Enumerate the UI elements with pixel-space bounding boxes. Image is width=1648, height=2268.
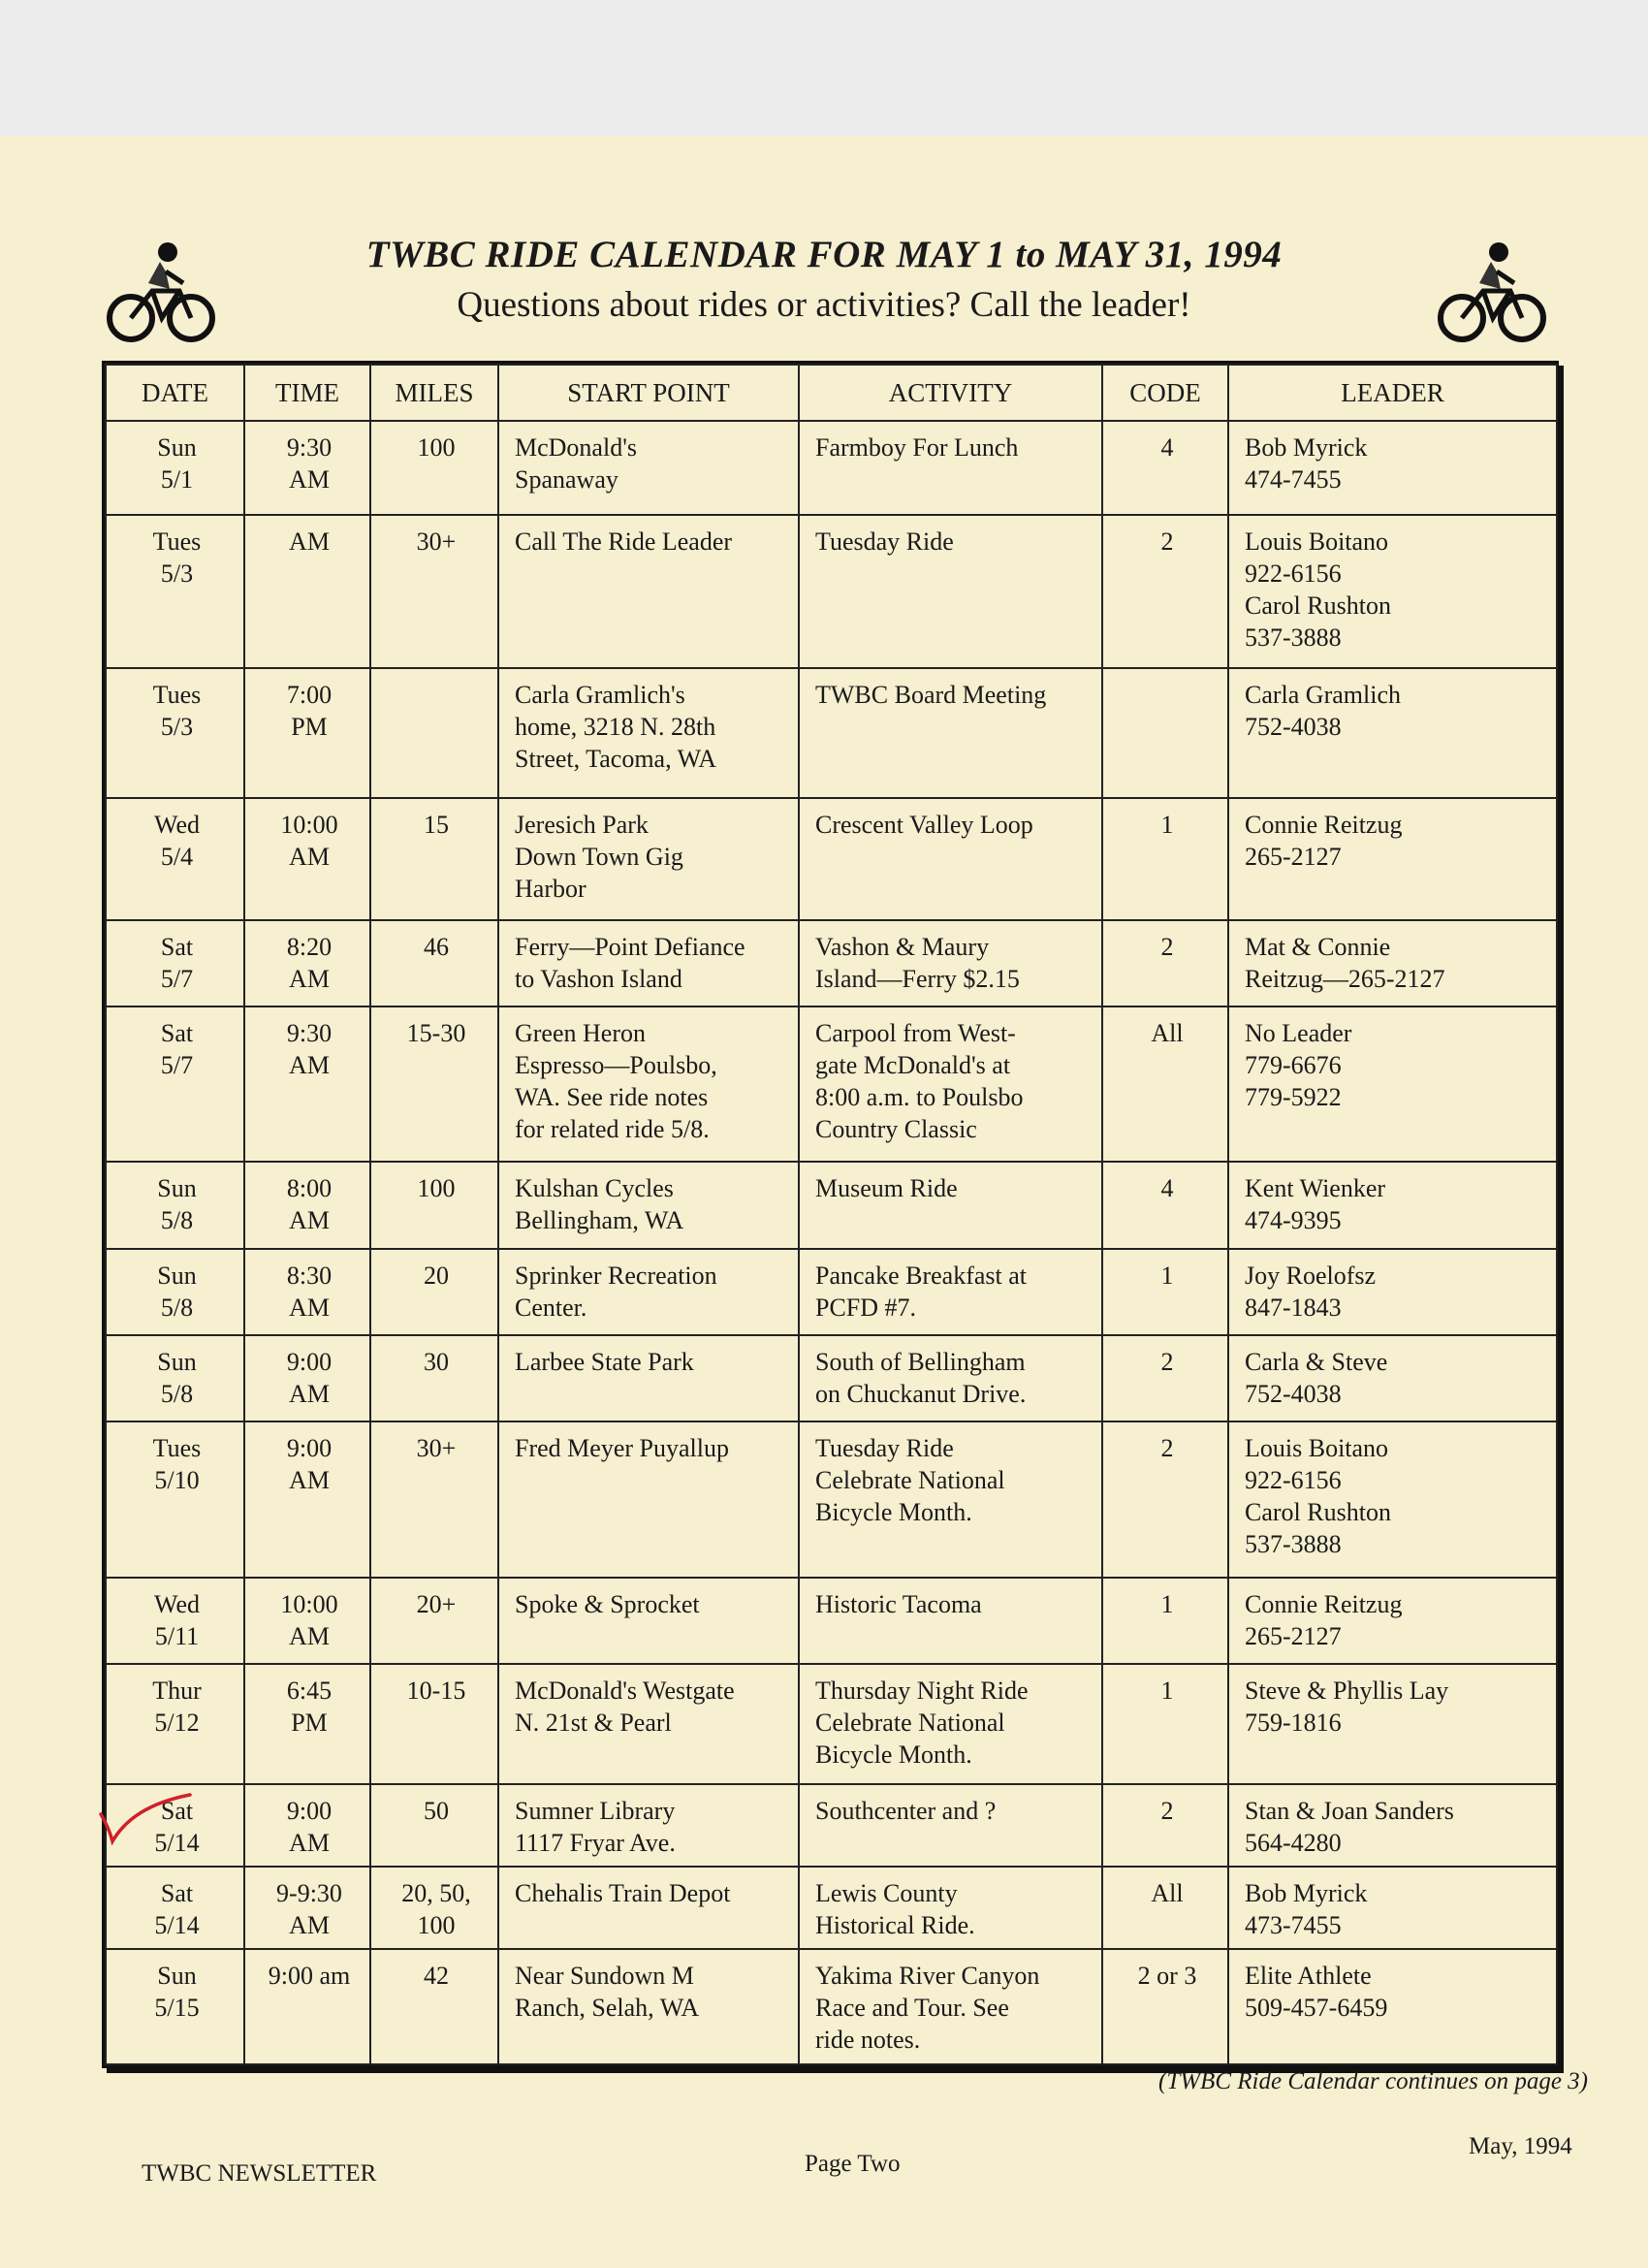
cell-time: 8:00 AM: [244, 1162, 370, 1248]
table-row: [106, 1249, 1557, 1335]
cell-leader: Mat & Connie Reitzug—265-2127: [1228, 920, 1557, 1006]
cell-date: Sat 5/14: [106, 1867, 244, 1949]
cell-code: 2: [1102, 1784, 1228, 1867]
cell-start: Sprinker Recreation Center.: [498, 1249, 799, 1335]
cell-code: 1: [1102, 798, 1228, 920]
cell-miles: 15: [370, 798, 498, 920]
cell-time: 9:00 AM: [244, 1421, 370, 1577]
column-header-miles: MILES: [370, 365, 498, 421]
cell-start: Sumner Library 1117 Fryar Ave.: [498, 1784, 799, 1867]
column-header-time: TIME: [244, 365, 370, 421]
table-row: [106, 1006, 1557, 1162]
cell-leader: No Leader 779-6676 779-5922: [1228, 1006, 1557, 1162]
table-header-row: [106, 365, 1557, 421]
cell-time: 9:00 AM: [244, 1335, 370, 1421]
cell-date: Tues 5/10: [106, 1421, 244, 1577]
cell-start: Carla Gramlich's home, 3218 N. 28th Street, Tacoma, WA: [498, 668, 799, 798]
table-row: [106, 798, 1557, 920]
cell-activity: Yakima River Canyon Race and Tour. See ride notes.: [799, 1949, 1102, 2064]
cell-start: Larbee State Park: [498, 1335, 799, 1421]
cell-activity: Tuesday Ride Celebrate National Bicycle Month.: [799, 1421, 1102, 1577]
table-row: [106, 1949, 1557, 2064]
cell-miles: 15-30: [370, 1006, 498, 1162]
cell-start: Green Heron Espresso—Poulsbo, WA. See ride notes for related ride 5/8.: [498, 1006, 799, 1162]
cell-miles: 10-15: [370, 1664, 498, 1784]
table-row: [106, 1421, 1557, 1577]
footer-page-number: Page Two: [805, 2151, 901, 2177]
cell-time: 7:00 PM: [244, 668, 370, 798]
cell-date: Wed 5/4: [106, 798, 244, 920]
table-row: [106, 1578, 1557, 1664]
cell-start: Jeresich Park Down Town Gig Harbor: [498, 798, 799, 920]
cell-miles: 20+: [370, 1578, 498, 1664]
table-row: [106, 1335, 1557, 1421]
column-header-date: DATE: [106, 365, 244, 421]
cell-date: Thur 5/12: [106, 1664, 244, 1784]
cell-activity: Historic Tacoma: [799, 1578, 1102, 1664]
cell-miles: 50: [370, 1784, 498, 1867]
ride-calendar-table: [102, 361, 1559, 2068]
column-header-start-point: START POINT: [498, 365, 799, 421]
cell-leader: Joy Roelofsz 847-1843: [1228, 1249, 1557, 1335]
cell-date: Sun 5/8: [106, 1249, 244, 1335]
cell-miles: 42: [370, 1949, 498, 2064]
cell-time: AM: [244, 515, 370, 667]
cell-start: Near Sundown M Ranch, Selah, WA: [498, 1949, 799, 2064]
cell-activity: South of Bellingham on Chuckanut Drive.: [799, 1335, 1102, 1421]
continued-note: (TWBC Ride Calendar continues on page 3): [1158, 2068, 1588, 2094]
cell-start: Ferry—Point Defiance to Vashon Island: [498, 920, 799, 1006]
cell-activity: TWBC Board Meeting: [799, 668, 1102, 798]
cell-leader: Bob Myrick 474-7455: [1228, 421, 1557, 515]
cell-code: 2 or 3: [1102, 1949, 1228, 2064]
cell-leader: Kent Wienker 474-9395: [1228, 1162, 1557, 1248]
cell-time: 9-9:30 AM: [244, 1867, 370, 1949]
column-header-leader: LEADER: [1228, 365, 1557, 421]
cell-miles: 100: [370, 421, 498, 515]
cell-code: 2: [1102, 1421, 1228, 1577]
table-row: [106, 1162, 1557, 1248]
cell-start: Fred Meyer Puyallup: [498, 1421, 799, 1577]
cell-code: All: [1102, 1867, 1228, 1949]
cell-miles: [370, 668, 498, 798]
table-row: [106, 1664, 1557, 1784]
cell-time: 9:00 am: [244, 1949, 370, 2064]
cell-leader: Steve & Phyllis Lay 759-1816: [1228, 1664, 1557, 1784]
cell-code: 1: [1102, 1664, 1228, 1784]
cell-activity: Thursday Night Ride Celebrate National Bicycle Month.: [799, 1664, 1102, 1784]
cell-miles: 100: [370, 1162, 498, 1248]
cell-date: Tues 5/3: [106, 515, 244, 667]
column-header-code: CODE: [1102, 365, 1228, 421]
cell-code: All: [1102, 1006, 1228, 1162]
cell-miles: 30+: [370, 1421, 498, 1577]
cell-code: 1: [1102, 1249, 1228, 1335]
cell-miles: 30+: [370, 515, 498, 667]
cell-start: Call The Ride Leader: [498, 515, 799, 667]
table-row: [106, 421, 1557, 515]
cell-time: 9:30 AM: [244, 421, 370, 515]
cell-leader: Louis Boitano 922-6156 Carol Rushton 537-3888: [1228, 515, 1557, 667]
page-header: [0, 233, 1648, 326]
cell-time: 10:00 AM: [244, 798, 370, 920]
cell-activity: Tuesday Ride: [799, 515, 1102, 667]
cell-code: [1102, 668, 1228, 798]
cell-time: 9:30 AM: [244, 1006, 370, 1162]
cell-leader: Connie Reitzug 265-2127: [1228, 1578, 1557, 1664]
cell-date: Sun 5/1: [106, 421, 244, 515]
cell-leader: Elite Athlete 509-457-6459: [1228, 1949, 1557, 2064]
table-row: [106, 1867, 1557, 1949]
cell-activity: Farmboy For Lunch: [799, 421, 1102, 515]
cell-date: Tues 5/3: [106, 668, 244, 798]
cell-activity: Southcenter and ?: [799, 1784, 1102, 1867]
cell-date: Sun 5/8: [106, 1162, 244, 1248]
page-title: TWBC RIDE CALENDAR FOR MAY 1 to MAY 31, 1994: [365, 234, 1283, 275]
cell-date: Sun 5/15: [106, 1949, 244, 2064]
cell-code: 2: [1102, 515, 1228, 667]
cell-activity: Vashon & Maury Island—Ferry $2.15: [799, 920, 1102, 1006]
cell-time: 8:30 AM: [244, 1249, 370, 1335]
cell-activity: Carpool from West- gate McDonald's at 8:00 a.m. to Poulsbo Country Classic: [799, 1006, 1102, 1162]
cell-activity: Museum Ride: [799, 1162, 1102, 1248]
cell-miles: 20, 50, 100: [370, 1867, 498, 1949]
cell-date: Sat 5/7: [106, 1006, 244, 1162]
cell-activity: Crescent Valley Loop: [799, 798, 1102, 920]
column-header-activity: ACTIVITY: [799, 365, 1102, 421]
cell-code: 4: [1102, 1162, 1228, 1248]
cell-code: 4: [1102, 421, 1228, 515]
table-row: [106, 1784, 1557, 1867]
cell-date: Wed 5/11: [106, 1578, 244, 1664]
footer-newsletter-name: TWBC NEWSLETTER: [142, 2160, 377, 2187]
cell-date: Sun 5/8: [106, 1335, 244, 1421]
cell-leader: Carla Gramlich 752-4038: [1228, 668, 1557, 798]
cell-time: 10:00 AM: [244, 1578, 370, 1664]
checkmark-icon: [97, 1789, 204, 1847]
cell-code: 2: [1102, 920, 1228, 1006]
cell-code: 1: [1102, 1578, 1228, 1664]
cell-date: Sat 5/7: [106, 920, 244, 1006]
cell-time: 9:00 AM: [244, 1784, 370, 1867]
cell-leader: Carla & Steve 752-4038: [1228, 1335, 1557, 1421]
cell-miles: 30: [370, 1335, 498, 1421]
cell-start: Kulshan Cycles Bellingham, WA: [498, 1162, 799, 1248]
cell-time: 6:45 PM: [244, 1664, 370, 1784]
cell-code: 2: [1102, 1335, 1228, 1421]
cell-start: McDonald's Spanaway: [498, 421, 799, 515]
cell-date: Sat 5/14: [106, 1784, 244, 1867]
cell-time: 8:20 AM: [244, 920, 370, 1006]
table-row: [106, 515, 1557, 667]
cell-activity: Lewis County Historical Ride.: [799, 1867, 1102, 1949]
cell-leader: Louis Boitano 922-6156 Carol Rushton 537-3888: [1228, 1421, 1557, 1577]
cell-activity: Pancake Breakfast at PCFD #7.: [799, 1249, 1102, 1335]
table-row: [106, 668, 1557, 798]
footer-date: May, 1994: [1469, 2133, 1572, 2159]
cell-miles: 20: [370, 1249, 498, 1335]
cell-start: Spoke & Sprocket: [498, 1578, 799, 1664]
cell-leader: Connie Reitzug 265-2127: [1228, 798, 1557, 920]
table-row: [106, 920, 1557, 1006]
cell-leader: Stan & Joan Sanders 564-4280: [1228, 1784, 1557, 1867]
cell-start: McDonald's Westgate N. 21st & Pearl: [498, 1664, 799, 1784]
cell-start: Chehalis Train Depot: [498, 1867, 799, 1949]
cell-miles: 46: [370, 920, 498, 1006]
page-subtitle: Questions about rides or activities? Call the leader!: [457, 285, 1191, 325]
cell-leader: Bob Myrick 473-7455: [1228, 1867, 1557, 1949]
